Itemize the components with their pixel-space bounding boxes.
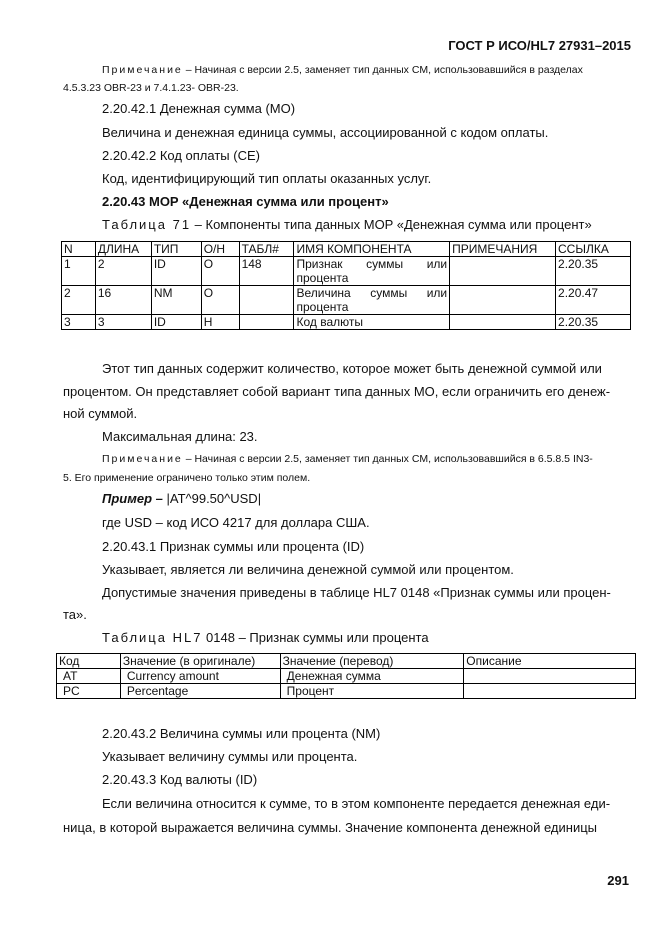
cell-length: 3 <box>95 315 151 330</box>
note-1-text: – Начиная с версии 2.5, заменяет тип данных CM, использовавшийся в разделах <box>182 64 583 76</box>
table-71-caption <box>102 213 592 236</box>
cell-name: Величина суммы или процента <box>294 286 450 315</box>
example-value: |AT^99.50^USD| <box>162 491 262 506</box>
table-71-header-row <box>62 242 631 257</box>
cell-type: ID <box>151 315 201 330</box>
table-row <box>57 684 636 699</box>
cell-name: Код валюты <box>294 315 450 330</box>
cell-n: 2 <box>62 286 96 315</box>
table-71-caption-label: Таблица 71 <box>102 217 192 232</box>
cell-desc <box>464 684 636 699</box>
section-2-20-42-2-text: Код, идентифицирующий тип оплаты оказанных услуг. <box>102 171 432 186</box>
example-line <box>102 487 261 510</box>
cell-ref: 2.20.47 <box>556 286 631 315</box>
table-71-header-name: ИМЯ КОМПОНЕНТА <box>294 242 450 257</box>
cell-type: NM <box>151 286 201 315</box>
cell-notes <box>450 257 556 286</box>
table-hl7-header-row <box>57 654 636 669</box>
note-1-line-1 <box>102 62 583 78</box>
section-2-20-43-3-title: 2.20.43.3 Код валюты (ID) <box>102 772 258 787</box>
cell-notes <box>450 286 556 315</box>
section-2-20-43-3-line-1: Если величина относится к сумме, то в этом компоненте передается денежная еди- <box>102 796 611 811</box>
cell-orig: Currency amount <box>120 669 280 684</box>
note-1-line-2: 4.5.3.23 OBR-23 и 7.4.1.23- OBR-23. <box>63 82 239 94</box>
allowed-values-line-2: та». <box>63 607 87 622</box>
cell-length: 16 <box>95 286 151 315</box>
table-row <box>62 257 631 286</box>
section-2-20-42-1-text: Величина и денежная единица суммы, ассоциированной с кодом оплаты. <box>102 125 549 140</box>
cell-type: ID <box>151 257 201 286</box>
note-2-text: – Начиная с версии 2.5, заменяет тип данных CM, использовавшийся в 6.5.8.5 IN3- <box>182 453 593 465</box>
cell-n: 1 <box>62 257 96 286</box>
table-hl7-header-trans: Значение (перевод) <box>280 654 464 669</box>
section-2-20-43-2-text: Указывает величину суммы или процента. <box>102 749 358 764</box>
section-2-20-43-1-title: 2.20.43.1 Признак суммы или процента (ID) <box>102 539 365 554</box>
example-label: Пример – <box>102 491 163 506</box>
cell-on: O <box>201 286 239 315</box>
table-hl7-caption-label: Таблица HL7 <box>102 630 203 645</box>
section-2-20-42-1-title: 2.20.42.1 Денежная сумма (MO) <box>102 101 296 116</box>
section-2-20-43-3-line-2: ница, в которой выражается величина суммы. Значение компонента денежной единицы <box>63 820 598 835</box>
cell-ref: 2.20.35 <box>556 315 631 330</box>
cell-length: 2 <box>95 257 151 286</box>
para-1-line-2: процентом. Он представляет собой вариант типа данных MO, если ограничить его денеж- <box>63 384 611 399</box>
table-hl7-caption-text: 0148 – Признак суммы или процента <box>202 630 429 645</box>
cell-on: O <box>201 257 239 286</box>
table-hl7-header-code: Код <box>57 654 121 669</box>
table-row <box>62 315 631 330</box>
max-length: Максимальная длина: 23. <box>102 429 258 444</box>
cell-tabl <box>239 286 294 315</box>
allowed-values-line-1: Допустимые значения приведены в таблице HL7 0148 «Признак суммы или процен- <box>102 585 611 600</box>
cell-name: Признак суммы или процента <box>294 257 450 286</box>
table-71-header-type: ТИП <box>151 242 201 257</box>
cell-ref: 2.20.35 <box>556 257 631 286</box>
para-1-line-3: ной суммой. <box>63 406 138 421</box>
table-hl7-caption <box>102 626 429 649</box>
page-number: 291 <box>607 873 629 888</box>
note-2-label: Примечание <box>102 453 183 465</box>
cell-notes <box>450 315 556 330</box>
table-71-header-notes: ПРИМЕЧАНИЯ <box>450 242 556 257</box>
note-1-label: Примечание <box>102 64 183 76</box>
table-hl7-header-orig: Значение (в оригинале) <box>120 654 280 669</box>
cell-tabl <box>239 315 294 330</box>
note-2-line-2: 5. Его применение ограничено только этим полем. <box>63 472 311 484</box>
table-71-header-length: ДЛИНА <box>95 242 151 257</box>
section-2-20-43-title: 2.20.43 MOP «Денежная сумма или процент» <box>102 194 389 209</box>
para-1-line-1: Этот тип данных содержит количество, которое может быть денежной суммой или <box>102 361 602 376</box>
section-2-20-42-2-title: 2.20.42.2 Код оплаты (CE) <box>102 148 260 163</box>
table-71-header-ref: ССЫЛКА <box>556 242 631 257</box>
table-hl7-0148 <box>56 653 636 699</box>
cell-orig: Percentage <box>120 684 280 699</box>
cell-code: AT <box>57 669 121 684</box>
table-71-caption-text: – Компоненты типа данных MOP «Денежная сумма или процент» <box>191 217 592 232</box>
cell-tabl: 148 <box>239 257 294 286</box>
table-71 <box>61 241 631 330</box>
table-71-header-n: N <box>62 242 96 257</box>
example-where: где USD – код ИСО 4217 для доллара США. <box>102 515 370 530</box>
table-row <box>57 669 636 684</box>
section-2-20-43-2-title: 2.20.43.2 Величина суммы или процента (NM) <box>102 726 381 741</box>
table-71-header-tabl: ТАБЛ# <box>239 242 294 257</box>
note-2-line-1 <box>102 451 593 467</box>
table-row <box>62 286 631 315</box>
cell-trans: Процент <box>280 684 464 699</box>
cell-on: H <box>201 315 239 330</box>
table-hl7-header-desc: Описание <box>464 654 636 669</box>
cell-trans: Денежная сумма <box>280 669 464 684</box>
cell-n: 3 <box>62 315 96 330</box>
cell-desc <box>464 669 636 684</box>
section-2-20-43-1-text: Указывает, является ли величина денежной суммой или процентом. <box>102 562 514 577</box>
cell-code: PC <box>57 684 121 699</box>
document-header: ГОСТ Р ИСО/HL7 27931–2015 <box>448 38 631 53</box>
table-71-header-on: О/Н <box>201 242 239 257</box>
